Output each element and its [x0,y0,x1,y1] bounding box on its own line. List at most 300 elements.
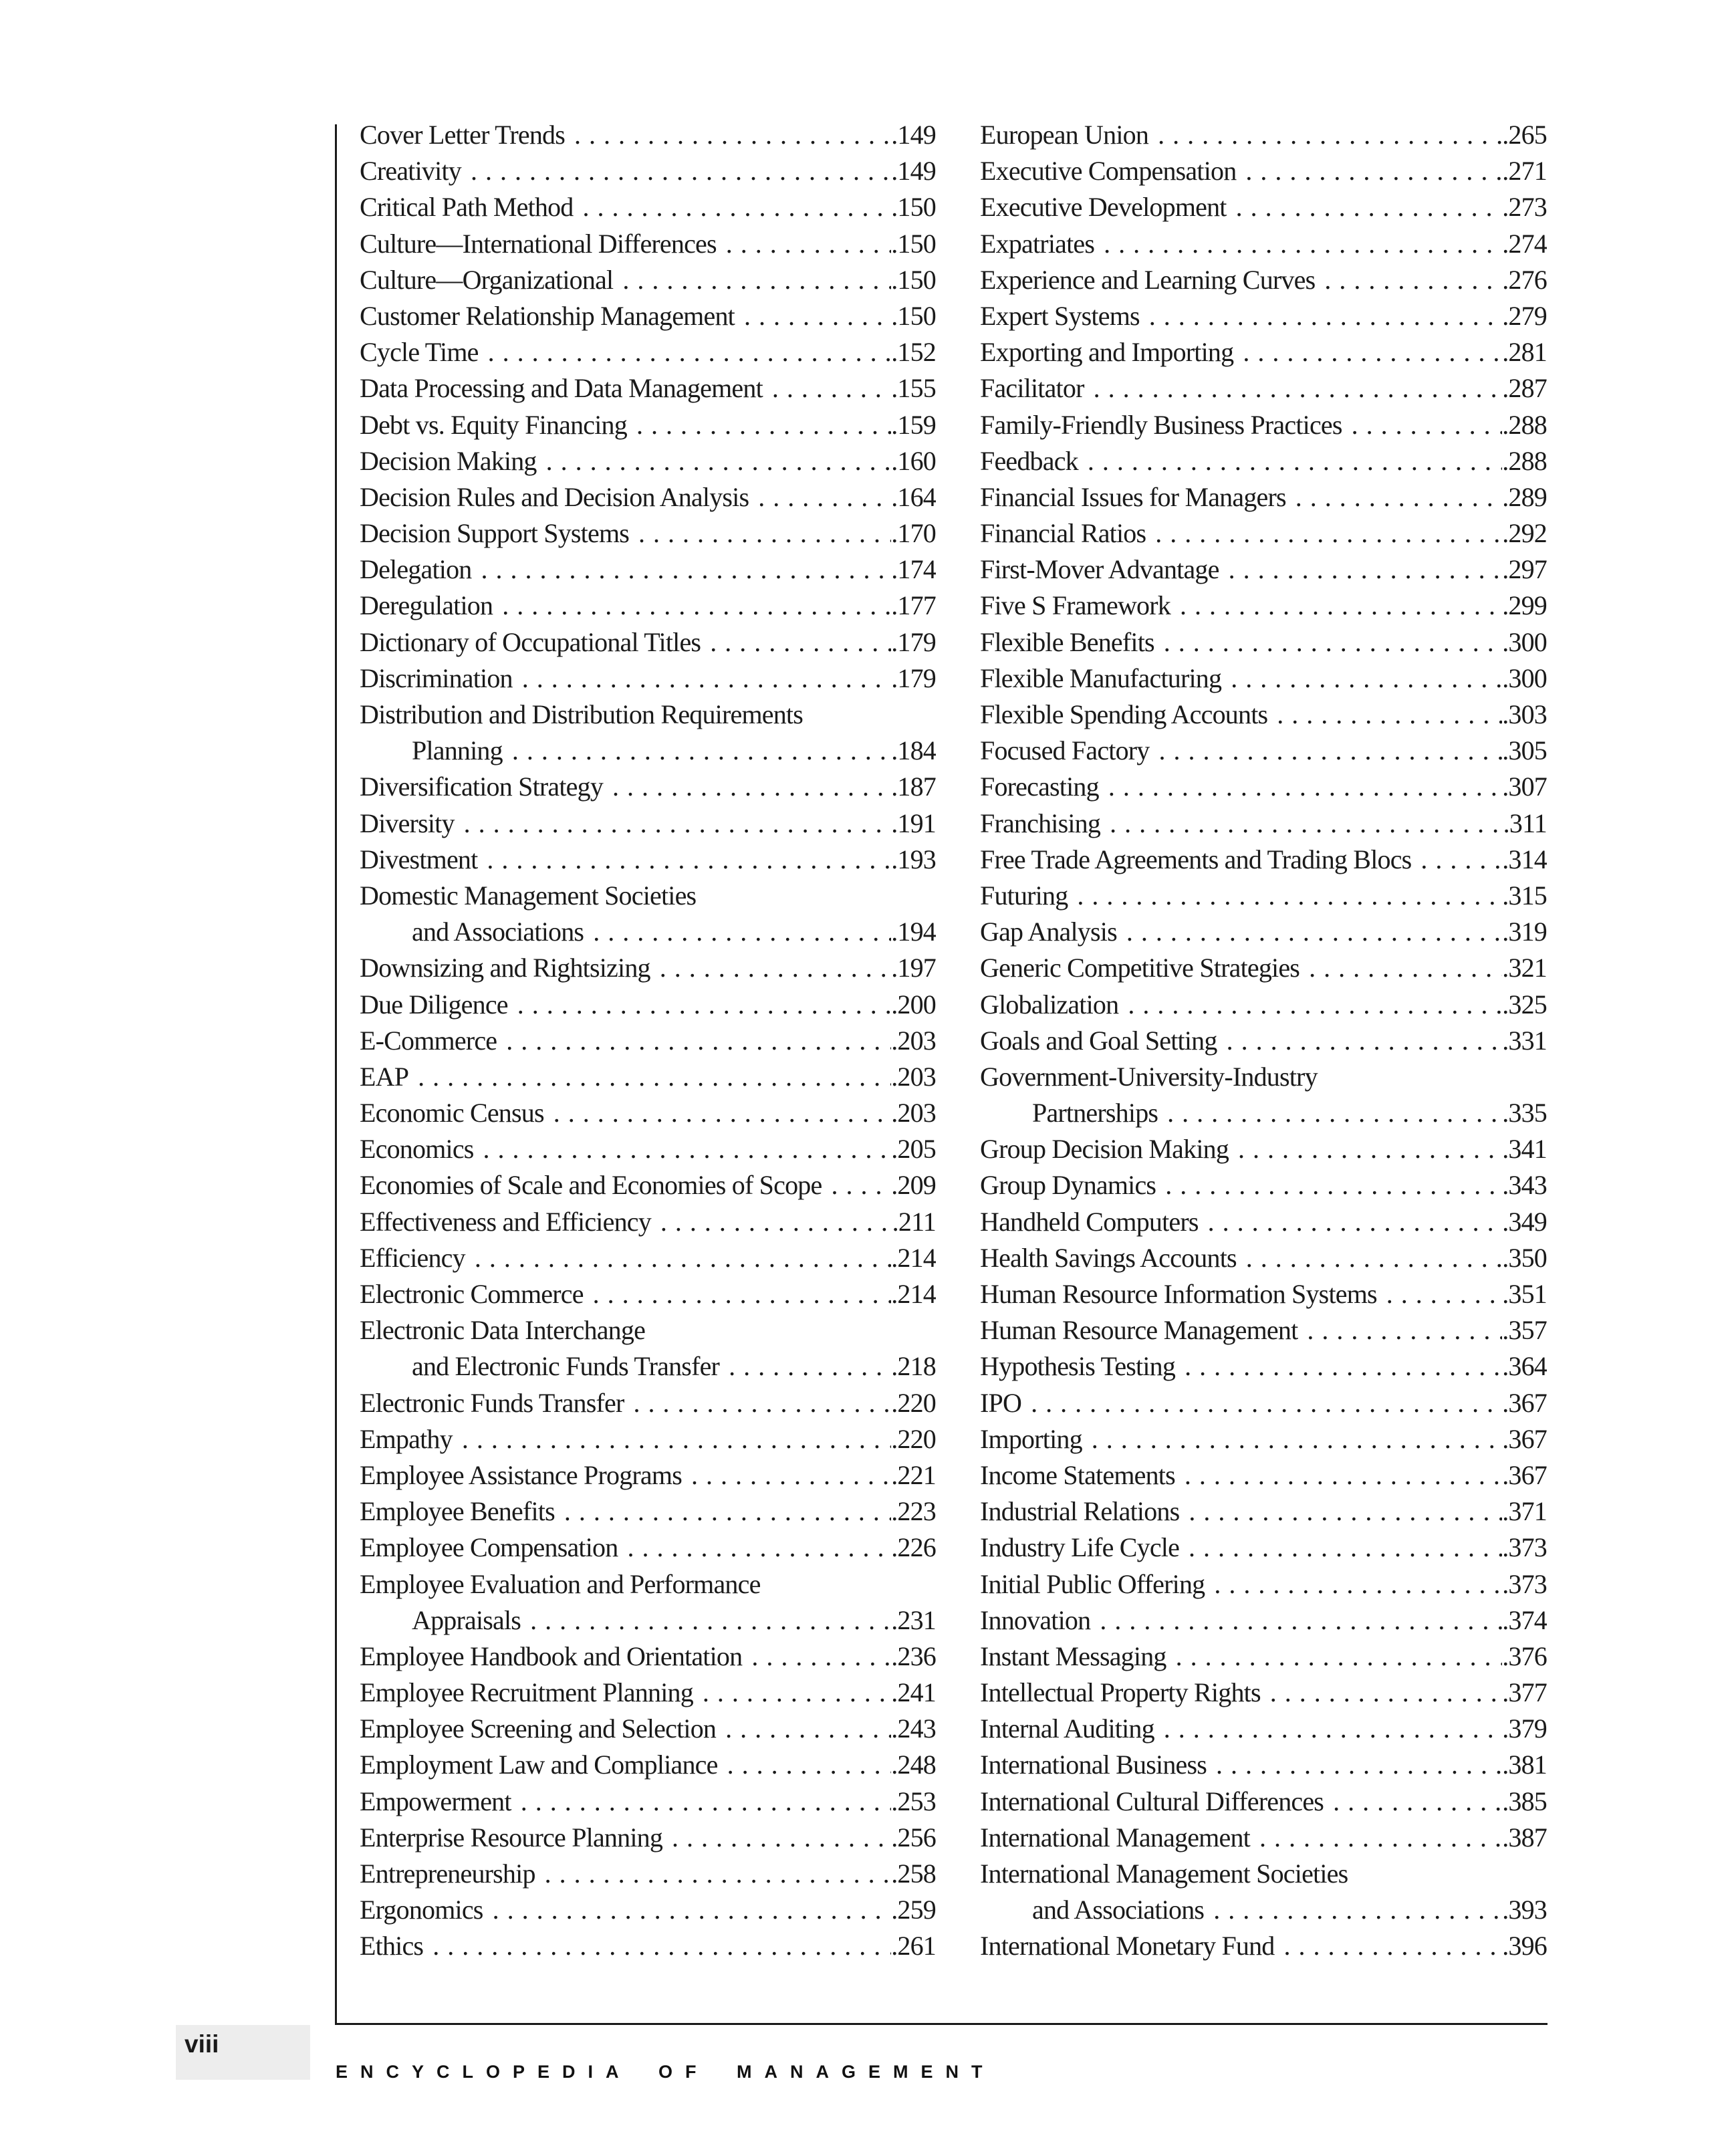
toc-entry-line [980,407,1547,443]
dot-leader [622,262,891,298]
toc-entry-line [980,370,1547,406]
toc-entry-page: . 226 [891,1530,936,1566]
toc-entry-line [360,1566,936,1602]
toc-entry-page: . 214 [891,1276,936,1312]
toc-entry-title: Financial Issues for Managers [980,481,1286,512]
toc-entry-line [360,1711,936,1747]
toc-entry-line [360,914,936,950]
toc-entry-line [360,1131,936,1167]
toc-entry-title: Employment Law and Compliance [360,1750,718,1780]
dot-leader [1270,1675,1502,1711]
book-title: ENCYCLOPEDIA OF MANAGEMENT [336,2062,995,2082]
toc-entry-title: Economic Census [360,1098,544,1128]
toc-entry-page: . 256 [891,1820,936,1856]
dot-leader [710,624,891,661]
toc-entry-title: Electronic Commerce [360,1279,584,1309]
dot-leader [660,950,891,986]
toc-entry-title: Delegation [360,554,472,585]
dot-leader [522,661,891,697]
toc-entry-line [360,479,936,515]
toc-entry-line [360,697,936,733]
dot-leader [772,370,891,406]
toc-entry-page: . 314 [1502,842,1547,878]
toc-entry-page: . 241 [891,1675,936,1711]
dot-leader [725,1711,891,1747]
dot-leader [1386,1276,1502,1312]
dot-leader [1100,1602,1502,1639]
toc-entry-title: International Management [980,1822,1250,1852]
toc-entry-line [360,1240,936,1276]
toc-entry-title: E-Commerce [360,1025,497,1056]
dot-leader [1214,1566,1502,1602]
dot-leader [1189,1530,1502,1566]
toc-entry-title: Discrimination [360,663,513,693]
toc-entry-title: Electronic Data Interchange [360,1315,646,1346]
toc-entry-line [360,1856,936,1892]
toc-entry-page: . 367 [1502,1385,1547,1421]
toc-entry-line [980,1493,1547,1530]
toc-entry-line [360,515,936,552]
dot-leader [1277,697,1502,733]
toc-entry-page: . 374 [1502,1602,1547,1639]
toc-entry-title: Handheld Computers [980,1206,1199,1237]
toc-entry-page: . 387 [1502,1820,1547,1856]
toc-entry-title: Empathy [360,1423,453,1454]
toc-entry-title: Gap Analysis [980,917,1117,947]
toc-entry-title: Dictionary of Occupational Titles [360,626,701,657]
toc-entry-page: . 279 [1502,298,1547,334]
toc-entry-title: Importing [980,1423,1082,1454]
column-left-border [335,124,337,2024]
toc-entry-page: . 155 [891,370,936,406]
toc-entry-line [360,1312,936,1348]
toc-entry-line [360,407,936,443]
dot-leader [612,769,891,805]
toc-column-right [980,117,1547,1965]
dot-leader [1110,806,1503,842]
toc-entry-page: . 191 [891,806,936,842]
toc-entry-title: Globalization [980,989,1119,1020]
toc-entry-line [980,1928,1547,1964]
toc-entry-line [980,1856,1547,1892]
toc-entry-title: Five S Framework [980,590,1170,621]
dot-leader [593,1276,892,1312]
toc-entry-title: Domestic Management Societies [360,880,697,911]
toc-entry-line [980,1421,1547,1457]
toc-entry-title: Initial Public Offering [980,1568,1205,1599]
dot-leader [1208,1204,1503,1240]
dot-leader [1077,878,1502,914]
toc-entry-line [980,1639,1547,1675]
toc-entry-title: Empowerment [360,1786,511,1816]
toc-entry-line [980,515,1547,552]
toc-entry-page: . 160 [891,443,936,479]
toc-entry-line [980,1457,1547,1493]
toc-entry-title: Cover Letter Trends [360,120,565,150]
toc-entry-line [360,1095,936,1131]
dot-leader [1216,1747,1502,1783]
toc-entry-line [360,443,936,479]
toc-entry-title: Cycle Time [360,337,479,368]
toc-entry-title: International Cultural Differences [980,1786,1324,1816]
dot-leader [1229,552,1503,588]
dot-leader [1092,1421,1502,1457]
toc-entry-line [360,1820,936,1856]
toc-entry-line [980,1530,1547,1566]
dot-leader [1176,1639,1503,1675]
dot-leader [1126,914,1502,950]
toc-entry-title: Data Processing and Data Management [360,373,763,404]
toc-entry-title: and Electronic Funds Transfer [412,1351,720,1382]
dot-leader [481,552,892,588]
dot-leader [1167,1095,1502,1131]
toc-entry-page: . 325 [1502,987,1547,1023]
toc-entry-page: . 220 [891,1385,936,1421]
toc-entry-line [980,914,1547,950]
toc-entry-page: . 184 [891,733,936,769]
toc-entry-line [360,769,936,805]
dot-leader [512,733,891,769]
toc-entry-page: . 305 [1502,733,1547,769]
toc-entry-title: Generic Competitive Strategies [980,953,1300,983]
toc-entry-page: . 203 [891,1023,936,1059]
dot-leader [1185,1457,1502,1493]
toc-entry-title: Entrepreneurship [360,1859,535,1889]
dot-leader [521,1784,891,1820]
toc-entry-line [360,1639,936,1675]
toc-entry-page: . 357 [1502,1312,1547,1348]
toc-entry-title: Forecasting [980,771,1099,802]
toc-entry-title: Flexible Spending Accounts [980,699,1268,729]
toc-entry-page: . 311 [1503,806,1547,842]
toc-entry-title: Downsizing and Rightsizing [360,953,650,983]
toc-entry-line [980,226,1547,262]
toc-entry-line [360,1204,936,1240]
toc-entry-title: Facilitator [980,373,1084,404]
toc-entry-title: International Monetary Fund [980,1931,1275,1961]
toc-entry-title: Diversification Strategy [360,771,604,802]
dot-leader [1333,1784,1502,1820]
toc-entry-page: . 297 [1502,552,1547,588]
dot-leader [1149,298,1502,334]
dot-leader [1088,443,1502,479]
toc-entry-page: . 170 [891,515,936,552]
toc-entry-line [360,153,936,189]
toc-column-left [360,117,936,1965]
dot-leader [1246,1240,1502,1276]
toc-entry-line [360,1421,936,1457]
toc-entry-page: . 211 [892,1204,936,1240]
toc-entry-page: . 343 [1502,1167,1547,1203]
toc-entry-title: Employee Assistance Programs [360,1459,682,1490]
toc-entry-line [980,117,1547,153]
toc-entry-page: . 321 [1502,950,1547,986]
toc-entry-page: . 289 [1502,479,1547,515]
toc-entry-line [980,624,1547,661]
toc-entry-page: . 236 [891,1639,936,1675]
toc-entry-line [360,189,936,225]
toc-entry-line [360,1747,936,1783]
toc-entry-title: Intellectual Property Rights [980,1677,1261,1708]
toc-entry-title: Enterprise Resource Planning [360,1822,663,1852]
toc-entry-title: Income Statements [980,1459,1175,1490]
toc-entry-page: . 152 [891,334,936,370]
dot-leader [502,588,891,624]
toc-entry-line [360,226,936,262]
dot-leader [1295,479,1502,515]
dot-leader [545,1856,892,1892]
toc-entry-title: Debt vs. Equity Financing [360,409,627,440]
toc-entry-page: . 300 [1502,661,1547,697]
toc-entry-page: . 205 [891,1131,936,1167]
toc-entry-title: Human Resource Information Systems [980,1279,1377,1309]
toc-entry-line [360,1530,936,1566]
dot-leader [1164,1711,1502,1747]
toc-entry-line [980,1095,1547,1131]
toc-entry-page: . 288 [1502,443,1547,479]
dot-leader [1180,588,1502,624]
toc-entry-line [360,298,936,334]
toc-entry-page: . 261 [891,1928,936,1964]
toc-entry-line [980,1385,1547,1421]
toc-entry-line [980,189,1547,225]
toc-entry-title: International Management Societies [980,1859,1348,1889]
toc-entry-title: Distribution and Distribution Requirements [360,699,804,729]
dot-leader [744,298,891,334]
toc-entry-title: Partnerships [1032,1098,1158,1128]
toc-entry-title: Feedback [980,445,1078,476]
dot-leader [627,1530,891,1566]
toc-entry-line [980,1348,1547,1385]
toc-entry-page: . 379 [1502,1711,1547,1747]
toc-entry-page: . 164 [891,479,936,515]
dot-leader [672,1820,891,1856]
dot-leader [1352,407,1503,443]
toc-entry-line [980,1023,1547,1059]
dot-leader [758,479,891,515]
toc-entry-title: Decision Making [360,445,537,476]
toc-entry-page: . 150 [891,189,936,225]
toc-entry-line [980,1059,1547,1095]
toc-entry-title: Exporting and Importing [980,337,1234,368]
toc-entry-title: Divestment [360,844,478,874]
toc-entry-title: Appraisals [412,1604,521,1635]
toc-entry-line [360,370,936,406]
toc-entry-page: . 373 [1502,1530,1547,1566]
dot-leader [660,1204,892,1240]
toc-entry-page: . 174 [891,552,936,588]
dot-leader [574,117,891,153]
toc-entry-line [360,1059,936,1095]
toc-entry-page: . 258 [891,1856,936,1892]
dot-leader [471,153,891,189]
dot-leader [1420,842,1502,878]
toc-entry-line [980,1820,1547,1856]
dot-leader [1307,1312,1502,1348]
toc-entry-line [360,1276,936,1312]
toc-entry-line [980,769,1547,805]
toc-entry-line [980,1240,1547,1276]
toc-entry-title: Government-University-Industry [980,1061,1318,1092]
toc-entry-line [360,987,936,1023]
toc-entry-page: . 377 [1502,1675,1547,1711]
toc-entry-page: . 271 [1502,153,1547,189]
toc-entry-title: Health Savings Accounts [980,1242,1237,1273]
toc-entry-title: Group Dynamics [980,1170,1156,1201]
toc-entry-title: Industrial Relations [980,1496,1180,1527]
toc-entry-line [980,262,1547,298]
toc-entry-line [980,733,1547,769]
toc-entry-page: . 315 [1502,878,1547,914]
toc-entry-title: Economics [360,1134,474,1165]
dot-leader [464,806,892,842]
dot-leader [729,1348,891,1385]
toc-entry-line [980,1204,1547,1240]
toc-entry-page: . 248 [891,1747,936,1783]
toc-entry-line [360,334,936,370]
toc-entry-line [980,661,1547,697]
dot-leader [418,1059,891,1095]
dot-leader [1231,661,1502,697]
toc-entry-page: . 223 [891,1493,936,1530]
toc-entry-page: . 319 [1502,914,1547,950]
toc-entry-page: . 287 [1502,370,1547,406]
toc-entry-page: . 385 [1502,1784,1547,1820]
toc-entry-page: . 218 [891,1348,936,1385]
toc-entry-line [980,479,1547,515]
toc-entry-page: . 159 [891,407,936,443]
toc-entry-line [360,1602,936,1639]
toc-entry-page: . 331 [1502,1023,1547,1059]
dot-leader [1158,117,1502,153]
toc-entry-page: . 307 [1502,769,1547,805]
toc-entry-title: Goals and Goal Setting [980,1025,1217,1056]
toc-entry-page: . 276 [1502,262,1547,298]
dot-leader [1108,769,1502,805]
dot-leader [1243,334,1502,370]
toc-entry-page: . 187 [891,769,936,805]
toc-entry-title: Ergonomics [360,1895,483,1925]
toc-entry-line [360,806,936,842]
toc-entry-title: Culture—International Differences [360,228,717,259]
toc-entry-line [980,1566,1547,1602]
dot-leader [1259,1820,1502,1856]
toc-entry-title: Employee Compensation [360,1532,618,1563]
dot-leader [488,334,892,370]
toc-entry-line [980,1131,1547,1167]
toc-entry-line [980,1312,1547,1348]
toc-entry-title: European Union [980,120,1149,150]
toc-entry-page: . 274 [1502,226,1547,262]
toc-entry-title: Employee Evaluation and Performance [360,1568,761,1599]
toc-entry-line [980,552,1547,588]
toc-entry-title: Financial Ratios [980,518,1146,549]
toc-entry-page: . 179 [891,624,936,661]
dot-leader [1324,262,1502,298]
toc-entry-title: Diversity [360,808,455,838]
toc-entry-page: . 367 [1502,1457,1547,1493]
dot-leader [691,1457,891,1493]
toc-entry-line [360,1348,936,1385]
dot-leader [487,842,891,878]
toc-entry-line [360,117,936,153]
toc-entry-title: Free Trade Agreements and Trading Blocs [980,844,1412,874]
toc-entry-title: Hypothesis Testing [980,1351,1176,1382]
dot-leader [727,1747,892,1783]
toc-entry-line [980,1892,1547,1928]
toc-entry-title: Human Resource Management [980,1315,1298,1346]
toc-entry-page: . 203 [891,1095,936,1131]
toc-entry-title: Culture—Organizational [360,264,614,295]
toc-entry-line [360,842,936,878]
toc-entry-line [980,1675,1547,1711]
dot-leader [432,1928,891,1964]
toc-entry-page: . 150 [891,298,936,334]
toc-entry-page: . 265 [1502,117,1547,153]
toc-entry-page: . 253 [891,1784,936,1820]
toc-entry-title: Instant Messaging [980,1641,1166,1671]
toc-entry-page: . 209 [891,1167,936,1203]
toc-entry-page: . 193 [891,842,936,878]
toc-entry-title: Employee Benefits [360,1496,555,1527]
toc-entry-title: Focused Factory [980,735,1150,766]
toc-entry-title: Customer Relationship Management [360,300,735,331]
toc-entry-line [360,552,936,588]
toc-entry-line [360,588,936,624]
toc-entry-page: . 221 [891,1457,936,1493]
dot-leader [483,1131,892,1167]
toc-entry-page: . 349 [1502,1204,1547,1240]
toc-entry-page: . 149 [891,117,936,153]
toc-entry-line [980,842,1547,878]
toc-entry-page: . 300 [1502,624,1547,661]
dot-leader [553,1095,891,1131]
toc-entry-line [980,588,1547,624]
dot-leader [462,1421,891,1457]
toc-entry-title: Industry Life Cycle [980,1532,1180,1563]
toc-entry-line [980,987,1547,1023]
toc-entry-title: Futuring [980,880,1068,911]
dot-leader [703,1675,891,1711]
toc-entry-title: and Associations [1032,1895,1205,1925]
toc-entry-title: Innovation [980,1604,1091,1635]
toc-entry-title: Employee Handbook and Orientation [360,1641,743,1671]
toc-entry-page: . 303 [1502,697,1547,733]
dot-leader [1031,1385,1502,1421]
toc-entry-line [980,697,1547,733]
toc-entry-page: . 200 [891,987,936,1023]
toc-entry-page: . 364 [1502,1348,1547,1385]
toc-entry-page: . 288 [1502,407,1547,443]
dot-leader [1245,153,1502,189]
toc-entry-line [980,153,1547,189]
toc-entry-title: Creativity [360,156,461,187]
toc-entry-page: . 150 [891,262,936,298]
toc-entry-line [360,1385,936,1421]
dot-leader [1213,1892,1502,1928]
toc-entry-page: . 393 [1502,1892,1547,1928]
toc-entry-page: . 335 [1502,1095,1547,1131]
toc-entry-line [360,262,936,298]
toc-entry-page: . 149 [891,153,936,189]
page-number: viii [184,2030,219,2058]
toc-entry-title: First-Mover Advantage [980,554,1219,585]
toc-entry-line [980,1784,1547,1820]
toc-entry-line [980,1747,1547,1783]
toc-entry-title: Decision Rules and Decision Analysis [360,481,749,512]
toc-entry-page: . 197 [891,950,936,986]
toc-entry-title: Deregulation [360,590,493,621]
